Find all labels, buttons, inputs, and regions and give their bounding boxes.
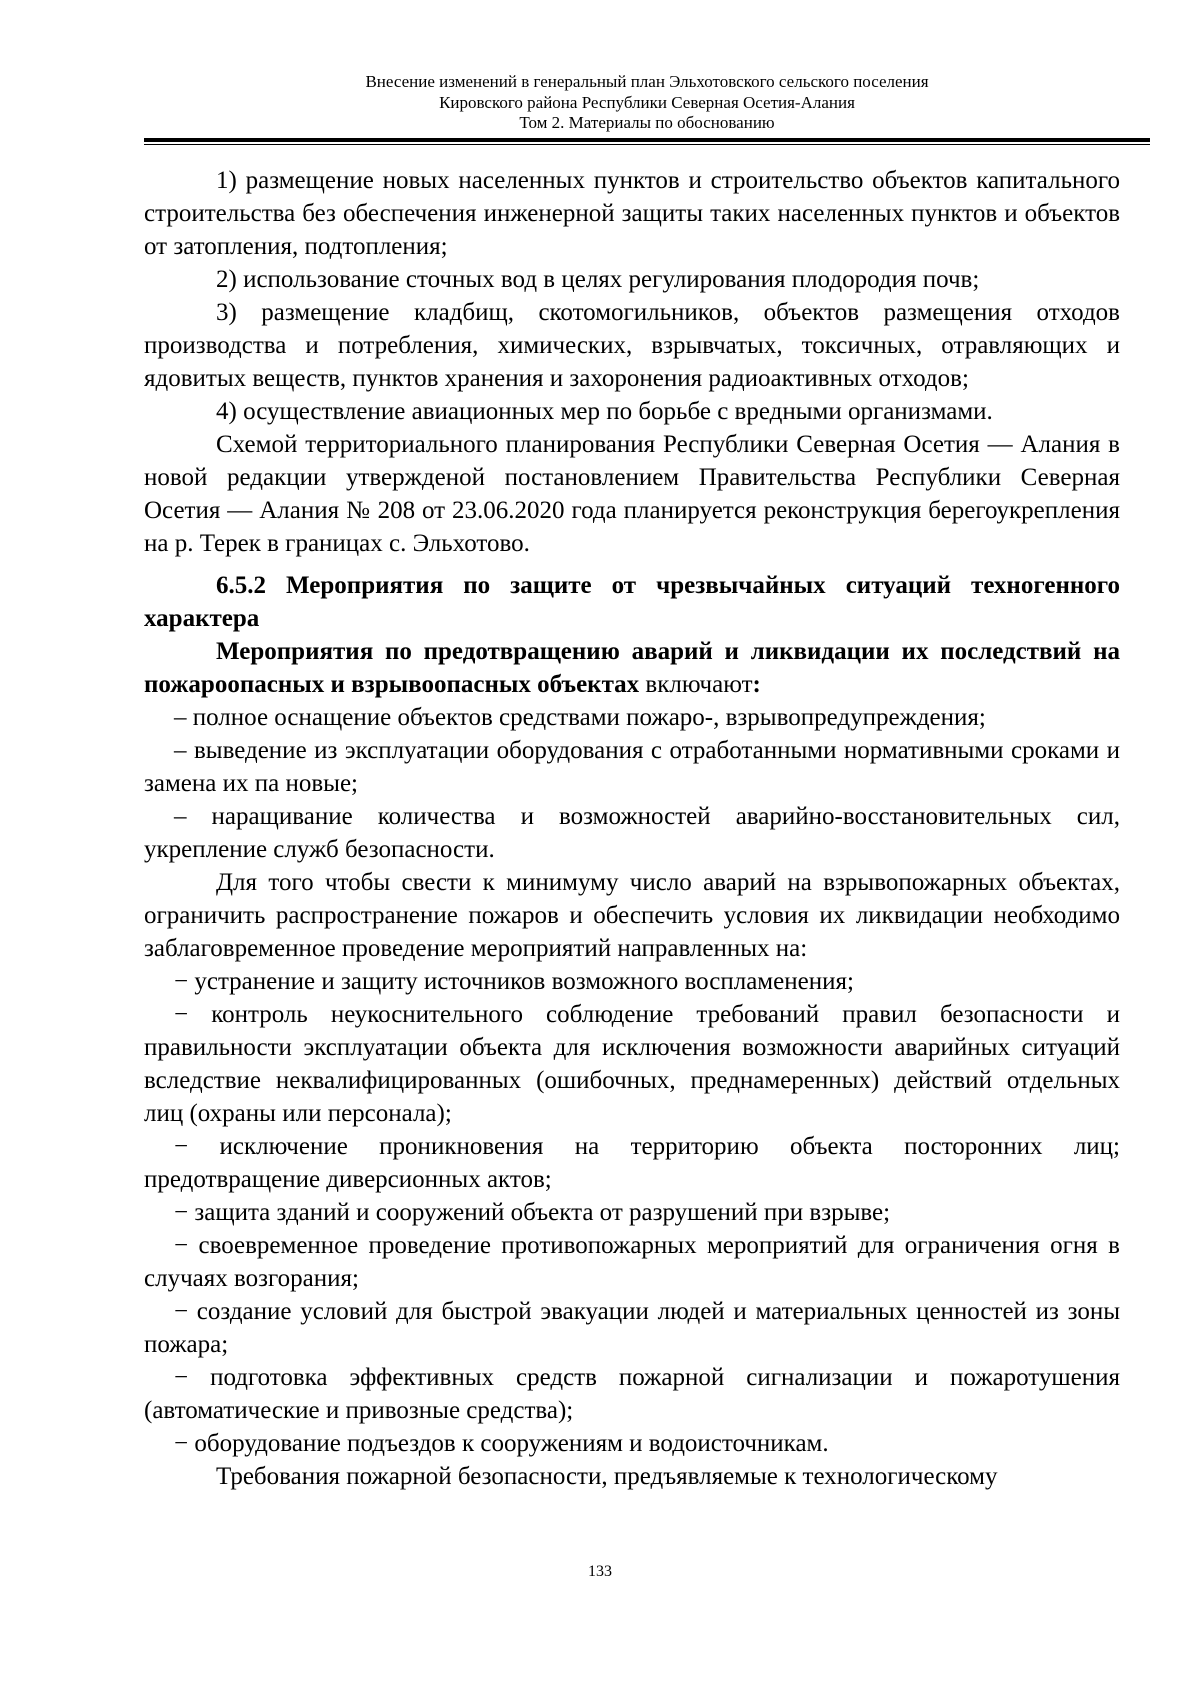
- intro-text: включают: [639, 671, 753, 698]
- list-item: – полное оснащение объектов средствами пожаро-, взрывопредупреждения;: [174, 704, 986, 731]
- header-line-3: Том 2. Материалы по обоснованию: [519, 113, 775, 132]
- intro-bold-text: Мероприятия по предотвращению аварий и ликвидации их последствий на пожароопасных и взрывоопасных объектах: [144, 638, 1120, 698]
- paragraph: 2) использование сточных вод в целях регулирования плодородия почв;: [216, 266, 980, 293]
- list-item: − своевременное проведение противопожарных мероприятий для ограничения огня в случаях возгорания;: [144, 1232, 1120, 1292]
- paragraph: 4) осуществление авиационных мер по борьбе с вредными организмами.: [216, 398, 993, 425]
- list-item: − устранение и защиту источников возможного воспламенения;: [174, 968, 854, 995]
- intro-colon: :: [752, 671, 761, 698]
- body-text: [144, 164, 1120, 1493]
- paragraph: 1) размещение новых населенных пунктов и строительство объектов капитального строительства без обеспечения инженерной защиты таких населенных пунктов и объектов от затопления, подтопления;: [144, 167, 1120, 260]
- header-rule-thin: [144, 144, 1150, 145]
- list-item: − оборудование подъездов к сооружениям и водоисточникам.: [174, 1430, 829, 1457]
- list-item: − создание условий для быстрой эвакуации людей и материальных ценностей из зоны пожара;: [144, 1298, 1120, 1358]
- paragraph: Схемой территориального планирования Республики Северная Осетия — Алания в новой редакции утвержденой постановлением Правительства Республики Северная Осетия — Алания № 208 от 23.06.2020 года планируется реконструкция берегоукрепления на р. Терек в границах с. Эльхотово.: [144, 431, 1120, 557]
- list-item: – наращивание количества и возможностей аварийно-восстановительных сил, укрепление служб безопасности.: [144, 803, 1120, 863]
- section-heading: 6.5.2 Мероприятия по защите от чрезвычайных ситуаций техногенного характера: [144, 572, 1120, 632]
- intro-paragraph: [144, 635, 1120, 701]
- list-item: − защита зданий и сооружений объекта от разрушений при взрыве;: [174, 1199, 891, 1226]
- header-line-2: Кировского района Республики Северная Осетия-Алания: [439, 92, 855, 112]
- list-item: − контроль неукоснительного соблюдение требований правил безопасности и правильности эксплуатации объекта для исключения возможности аварийных ситуаций вследствие неквалифицированных (ошибочных, преднамеренных) действий отдельных лиц (охраны или персонала);: [144, 1001, 1120, 1127]
- page-number: 133: [588, 1563, 612, 1580]
- paragraph: Для того чтобы свести к минимуму число аварий на взрывопожарных объектах, ограничить распространение пожаров и обеспечить условия их ликвидации необходимо заблаговременное проведение мероприятий направленных на:: [144, 869, 1120, 962]
- header-line-1: Внесение изменений в генеральный план Эльхотовского сельского поселения: [365, 72, 929, 91]
- running-header: [144, 72, 1150, 134]
- paragraph: 3) размещение кладбищ, скотомогильников, объектов размещения отходов производства и потребления, химических, взрывчатых, токсичных, отравляющих и ядовитых веществ, пунктов хранения и захоронения радиоактивных отходов;: [144, 299, 1120, 392]
- list-item: − исключение проникновения на территорию объекта посторонних лиц; предотвращение диверсионных актов;: [144, 1133, 1120, 1193]
- list-item: − подготовка эффективных средств пожарной сигнализации и пожаротушения (автоматические и привозные средства);: [144, 1364, 1120, 1424]
- header-rule: [144, 138, 1150, 145]
- paragraph: Требования пожарной безопасности, предъявляемые к технологическому: [216, 1463, 998, 1490]
- list-item: – выведение из эксплуатации оборудования с отработанными нормативными сроками и замена их па новые;: [144, 737, 1120, 797]
